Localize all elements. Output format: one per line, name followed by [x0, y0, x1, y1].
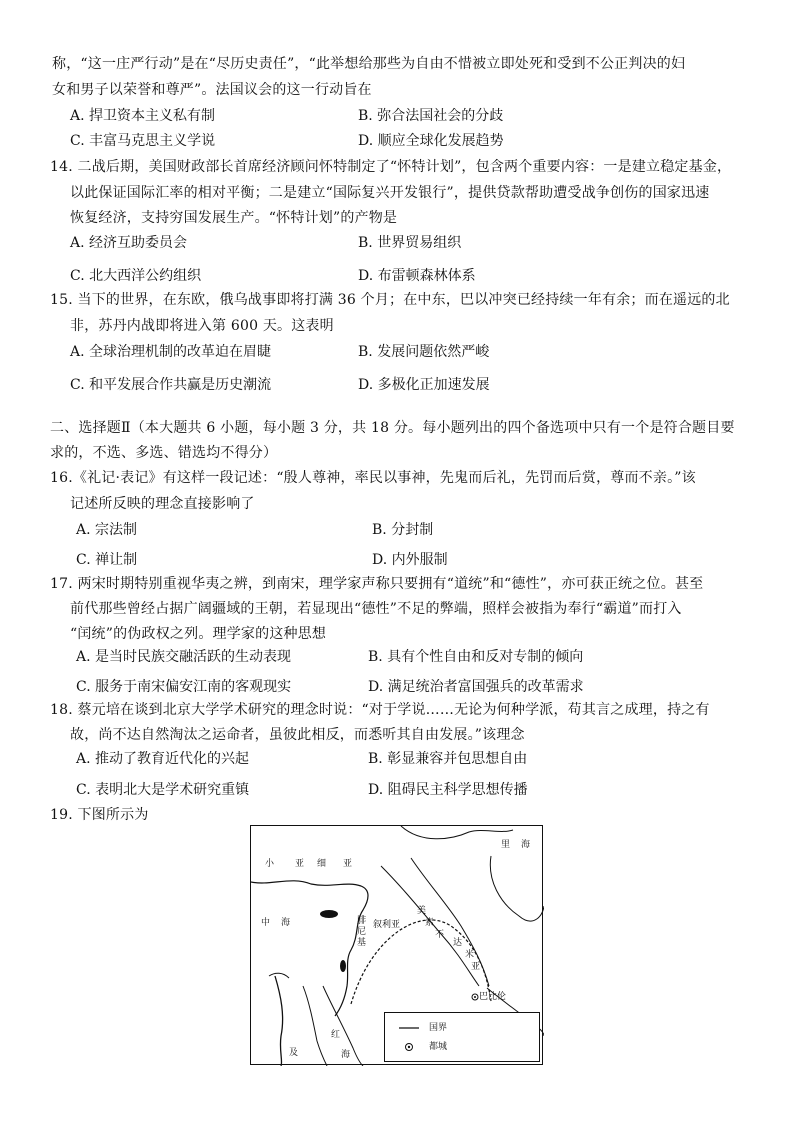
q13-text-line-2: 女和男子以荣誉和尊严”。法国议会的这一行动旨在: [52, 82, 372, 98]
legend-city-dot: [408, 1046, 410, 1048]
q15-option-b[interactable]: B. 发展问题依然严峻: [358, 344, 490, 360]
section-2-heading-line-1: 二、选择题Ⅱ（本大题共 6 小题，每小题 3 分，共 18 分。每小题列出的四个备选项中只有一个是符合题目要: [50, 420, 735, 436]
legend-city-label: 都城: [429, 1042, 448, 1052]
map-label-xi: 细: [317, 859, 327, 869]
fertile-crescent-border: [351, 920, 491, 1004]
q16-option-a[interactable]: A. 宗法制: [76, 522, 138, 538]
q15-option-a[interactable]: A. 全球治理机制的改革迫在眉睫: [70, 344, 272, 360]
legend-range-label: 国界: [429, 1023, 448, 1033]
map-label-xiao: 小: [265, 859, 275, 869]
q14-option-a[interactable]: A. 经济互助委员会: [70, 235, 188, 251]
map-label-hong: 红: [331, 1030, 341, 1040]
q16-option-b[interactable]: B. 分封制: [372, 522, 434, 538]
section-2-heading-line-2: 求的，不选、多选、错选均不得分）: [50, 445, 278, 461]
q17-option-d[interactable]: D. 满足统治者富国强兵的改革需求: [368, 679, 584, 695]
q16-text-line-2: 记述所反映的理念直接影响了: [70, 496, 255, 512]
map-label-ji2: 及: [289, 1048, 299, 1058]
map-label-ya: 亚: [295, 859, 305, 869]
map-label-hai: 海: [521, 840, 531, 850]
babylon-city-dot: [474, 996, 476, 998]
q18-option-d[interactable]: D. 阻碍民主科学思想传播: [368, 782, 528, 798]
map-label-ya2: 亚: [343, 859, 353, 869]
q14-text-line-1: 14. 二战后期，美国财政部长首席经济顾问怀特制定了“怀特计划”，包含两个重要内容：一是建立稳定基金，: [50, 159, 732, 175]
q16-text-line-1: 16.《礼记·表记》有这样一段记述：“殷人尊神，率民以事神，先鬼而后礼，先罚而后赏，尊而不亲。”该: [50, 470, 696, 486]
map-label-zhong: 中: [261, 918, 271, 928]
q14-option-b[interactable]: B. 世界贸易组织: [358, 235, 462, 251]
map-label-bu: 不: [435, 930, 445, 940]
q13-option-b[interactable]: B. 弥合法国社会的分歧: [358, 108, 504, 124]
q17-text-line-1: 17. 两宋时期特别重视华夷之辨，到南宋，理学家声称只要拥有“道统”和“德性”，亦可获正统之位。甚至: [50, 576, 704, 592]
q18-option-a[interactable]: A. 推动了教育近代化的兴起: [76, 751, 250, 767]
q18-option-b[interactable]: B. 彰显兼容并包思想自由: [368, 751, 528, 767]
q14-option-c[interactable]: C. 北大西洋公约组织: [70, 268, 202, 284]
q13-text-line-1: 称，“这一庄严行动”是在“尽历史责任”，“此举想给那些为自由不惜被立即处死和受到不公正判决的妇: [52, 56, 686, 72]
map-label-li: 里: [501, 840, 511, 850]
cyprus-island: [320, 910, 338, 918]
map-label-babilun: 巴比伦: [479, 992, 507, 1002]
q17-text-line-2: 前代那些曾经占据广阔疆域的王朝，若显现出“德性”不足的弊端，照样会被指为奉行“霸道”而打入: [70, 601, 682, 617]
dead-sea: [340, 960, 346, 972]
map-label-mei: 美: [417, 906, 427, 916]
q15-option-c[interactable]: C. 和平发展合作共赢是历史潮流: [70, 377, 272, 393]
q18-text-line-1: 18. 蔡元培在谈到北京大学学术研究的理念时说：“对于学说……无论为何种学派，苟其言之成理，持之有: [50, 702, 710, 718]
map-label-mi: 米: [465, 950, 475, 960]
nile-delta: [269, 973, 289, 978]
map-label-suo: 索: [425, 918, 435, 928]
map-legend: [384, 1012, 540, 1062]
mediterranean-coastline: [251, 881, 368, 1016]
map-label-ji: 基: [357, 938, 367, 948]
q15-text-line-1: 15. 当下的世界，在东欧，俄乌战事即将打满 36 个月；在中东，巴以冲突已经持续一年有余；而在遥远的北: [50, 292, 730, 308]
q18-text-line-2: 故，尚不达自然淘汰之运命者，虽彼此相反，而悉听其自由发展。”该理念: [70, 727, 525, 743]
q16-option-c[interactable]: C. 禅让制: [76, 552, 138, 568]
legend-symbols: [385, 1013, 541, 1063]
red-sea-west-coast: [303, 986, 327, 1066]
q14-text-line-2: 以此保证国际汇率的相对平衡；二是建立“国际复兴开发银行”，提供贷款帮助遭受战争创伤的国家迅速: [70, 185, 710, 201]
map-label-da: 达: [453, 938, 463, 948]
black-sea-coast: [401, 826, 513, 839]
q17-option-b[interactable]: B. 具有个性自由和反对专制的倾向: [368, 649, 584, 665]
q13-option-d[interactable]: D. 顺应全球化发展趋势: [358, 133, 504, 149]
map-label-xuliya: 叙利亚: [373, 920, 401, 930]
q15-option-d[interactable]: D. 多极化正加速发展: [358, 377, 490, 393]
q18-option-c[interactable]: C. 表明北大是学术研究重镇: [76, 782, 250, 798]
q16-option-d[interactable]: D. 内外服制: [372, 552, 448, 568]
q14-option-d[interactable]: D. 布雷顿森林体系: [358, 268, 476, 284]
q13-option-c[interactable]: C. 丰富马克思主义学说: [70, 133, 216, 149]
caspian-coast: [490, 856, 544, 921]
mesopotamia-map: [250, 825, 543, 1065]
map-label-hai3: 海: [341, 1050, 351, 1060]
q13-option-a[interactable]: A. 捍卫资本主义私有制: [70, 108, 216, 124]
map-label-ni: 尼: [357, 927, 367, 937]
q15-text-line-2: 非，苏丹内战即将进入第 600 天。这表明: [70, 318, 334, 334]
q17-option-c[interactable]: C. 服务于南宋偏安江南的客观现实: [76, 679, 292, 695]
map-label-fei: 腓: [357, 916, 367, 926]
q17-text-line-3: “闰统”的伪政权之列。理学家的这种思想: [70, 626, 327, 642]
nile-river: [275, 976, 283, 1066]
q14-text-line-3: 恢复经济，支持穷国发展生产。“怀特计划”的产物是: [70, 210, 398, 226]
q17-option-a[interactable]: A. 是当时民族交融活跃的生动表现: [76, 649, 292, 665]
map-label-ya3: 亚: [471, 962, 481, 972]
q19-text-line-1: 19. 下图所示为: [50, 807, 149, 823]
map-label-hai2: 海: [281, 918, 291, 928]
